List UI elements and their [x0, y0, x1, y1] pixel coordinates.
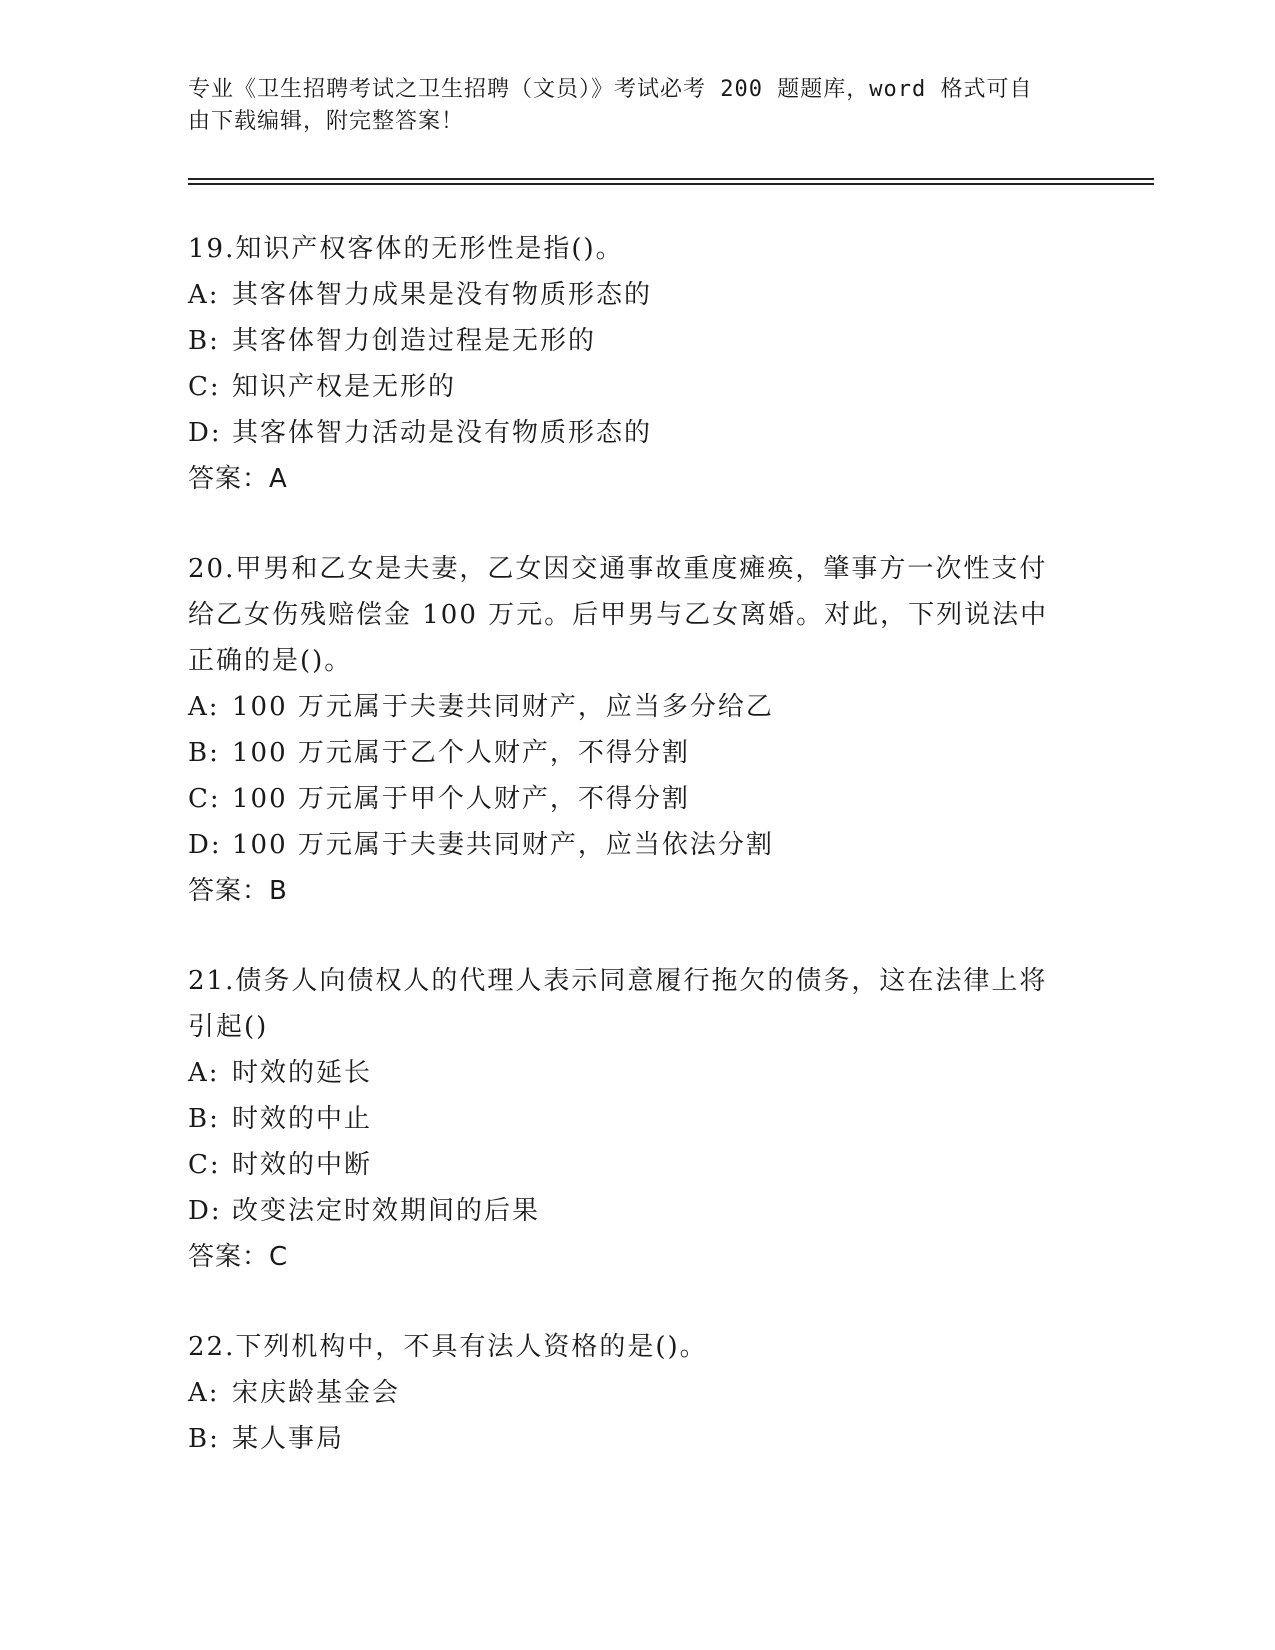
option-key: A: [188, 692, 220, 722]
question-stem: 19.知识产权客体的无形性是指()。 [188, 234, 624, 264]
option-key: B: [188, 1424, 220, 1454]
option-key: A: [188, 280, 220, 310]
intro-line-2: 由下载编辑，附完整答案！ [188, 109, 465, 134]
question-21 [188, 958, 1088, 1280]
option-c [188, 776, 1088, 822]
option-text: 其客体智力创造过程是无形的 [232, 326, 597, 356]
option-text: 其客体智力活动是没有物质形态的 [232, 418, 653, 448]
option-c [188, 1142, 1088, 1188]
option-key: D: [188, 1196, 222, 1226]
question-stem: 22.下列机构中，不具有法人资格的是()。 [188, 1332, 708, 1362]
question-stem-line-2: 给乙女伤残赔偿金 100 万元。后甲男与乙女离婚。对此，下列说法中 [188, 600, 1049, 630]
option-text: 时效的延长 [232, 1058, 373, 1088]
header-divider-bottom [188, 183, 1154, 185]
option-a [188, 1370, 1088, 1416]
option-text: 时效的中止 [232, 1104, 373, 1134]
option-a [188, 684, 1088, 730]
option-text: 100 万元属于甲个人财产，不得分割 [232, 784, 690, 814]
option-b [188, 318, 1088, 364]
option-text: 100 万元属于乙个人财产，不得分割 [232, 738, 690, 768]
option-key: D: [188, 418, 222, 448]
option-b [188, 1096, 1088, 1142]
answer-line: 答案：A [188, 464, 288, 494]
option-d [188, 1188, 1088, 1234]
header-divider-top [188, 178, 1154, 180]
option-key: C: [188, 784, 221, 814]
option-d [188, 410, 1088, 456]
option-key: B: [188, 738, 220, 768]
option-key: C: [188, 372, 221, 402]
option-b [188, 730, 1088, 776]
question-stem-line-3: 正确的是()。 [188, 646, 353, 676]
question-stem-line-1: 21.债务人向债权人的代理人表示同意履行拖欠的债务，这在法律上将 [188, 966, 1048, 996]
option-a [188, 1050, 1088, 1096]
option-d [188, 822, 1088, 868]
option-key: A: [188, 1378, 220, 1408]
option-c [188, 364, 1088, 410]
option-key: B: [188, 1104, 220, 1134]
intro-line-1: 专业《卫生招聘考试之卫生招聘（文员）》考试必考 200 题题库，word 格式可自 [188, 77, 1033, 102]
option-key: A: [188, 1058, 220, 1088]
option-text: 知识产权是无形的 [232, 372, 457, 402]
option-text: 改变法定时效期间的后果 [232, 1196, 541, 1226]
option-text: 100 万元属于夫妻共同财产，应当多分给乙 [232, 692, 774, 722]
question-22 [188, 1324, 1088, 1462]
option-key: B: [188, 326, 220, 356]
option-a [188, 272, 1088, 318]
option-text: 时效的中断 [232, 1150, 373, 1180]
answer-line: 答案：C [188, 1242, 289, 1272]
option-text: 其客体智力成果是没有物质形态的 [232, 280, 653, 310]
option-b [188, 1416, 1088, 1462]
option-key: D: [188, 830, 222, 860]
question-stem-line-2: 引起() [188, 1012, 269, 1042]
option-text: 100 万元属于夫妻共同财产，应当依法分割 [232, 830, 774, 860]
question-stem-line-1: 20.甲男和乙女是夫妻，乙女因交通事故重度瘫痪，肇事方一次性支付 [188, 554, 1048, 584]
option-text: 宋庆龄基金会 [232, 1378, 401, 1408]
option-text: 某人事局 [232, 1424, 345, 1454]
question-20 [188, 546, 1088, 914]
answer-line: 答案：B [188, 876, 288, 906]
option-key: C: [188, 1150, 221, 1180]
document-intro [188, 74, 1068, 138]
question-19 [188, 226, 1088, 502]
